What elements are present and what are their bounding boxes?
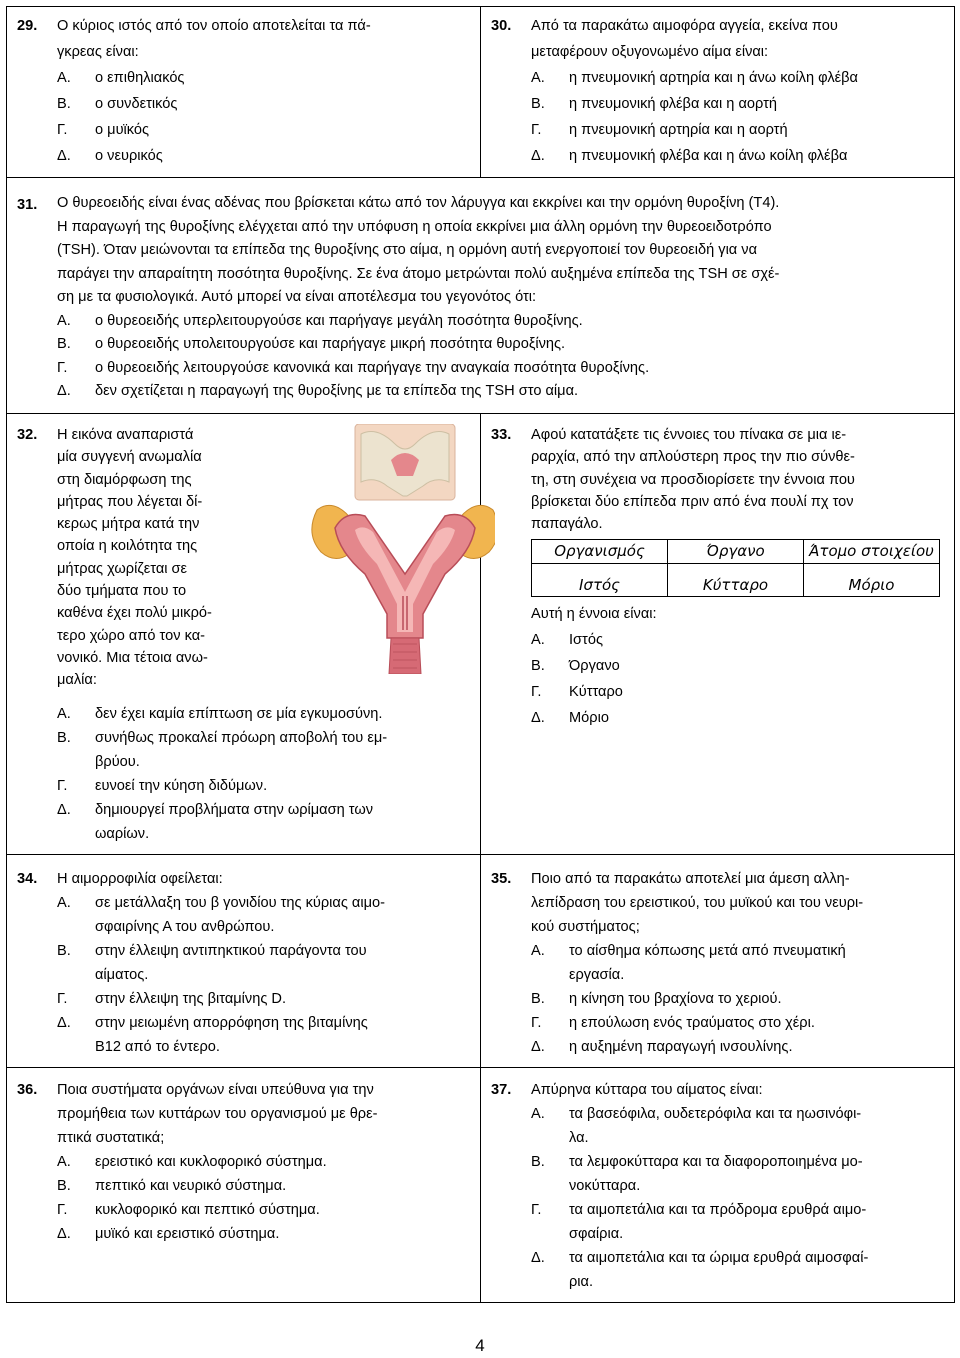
question-stem: ση με τα φυσιολογικά. Αυτό μπορεί να είναι αποτέλεσμα του γεγονότος ότι:: [57, 289, 537, 305]
concept-cell: Άτομο στοιχείου: [804, 540, 940, 563]
option-a[interactable]: Α. ερειστικό και κυκλοφορικό σύστημα.: [57, 1153, 327, 1170]
question-stem: Από τα παρακάτω αιμοφόρα αγγεία, εκείνα που: [531, 18, 838, 34]
option-d[interactable]: Δ. δεν σχετίζεται η παραγωγή της θυροξίνης με τα επίπεδα της TSH στο αίμα.: [57, 383, 579, 399]
question-number: 35.: [491, 870, 512, 887]
concept-cell: Όργανο: [668, 540, 804, 563]
question-stem: γκρεας είναι:: [57, 44, 139, 60]
option-c[interactable]: Γ. ευνοεί την κύηση διδύμων.: [57, 777, 268, 794]
option-c[interactable]: Γ. τα αιμοπετάλια και τα πρόδρομα ερυθρά αιμο- σφαίρια.: [531, 1201, 867, 1242]
question-stem: Η αιμορροφιλία οφείλεται:: [57, 870, 223, 887]
question-stem: στη διαμόρφωση της: [57, 471, 192, 488]
question-34: [7, 854, 481, 1067]
question-number: 37.: [491, 1081, 512, 1098]
option-a[interactable]: Α. ο θυρεοειδής υπερλειτουργούσε και παρήγαγε μεγάλη ποσότητα θυροξίνης.: [57, 312, 583, 329]
option-c[interactable]: Γ. ο θυρεοειδής λειτουργούσε κανονικά και παρήγαγε την αναγκαία ποσότητα θυροξίνης.: [57, 359, 650, 376]
answer-prompt: Αυτή η έννοια είναι:: [531, 606, 657, 623]
option-b[interactable]: Β. η πνευμονική φλέβα και η αορτή: [531, 96, 777, 112]
question-29: [7, 7, 481, 178]
question-stem: προμήθεια των κυττάρων του οργανισμού με θρε-: [57, 1105, 378, 1122]
question-stem: παράγει την απαραίτητη ποσότητα θυροξίνης. Σε ένα άτομο μετρώνται πολύ αυξημένα επίπεδα της TSH σε σχέ-: [57, 265, 780, 282]
question-32: [7, 414, 481, 855]
question-stem: νονικό. Μια τέτοια ανω-: [57, 649, 208, 666]
question-number: 36.: [17, 1081, 38, 1098]
question-35: [481, 854, 955, 1067]
option-d[interactable]: Δ. μυϊκό και ερειστικό σύστημα.: [57, 1225, 280, 1242]
option-d[interactable]: Δ. δημιουργεί προβλήματα στην ωρίμαση των ωαρίων.: [57, 801, 374, 842]
question-30: [481, 7, 955, 178]
question-stem: κερως μήτρα κατά την: [57, 516, 200, 533]
concept-cell: Οργανισμός: [532, 540, 668, 563]
option-a[interactable]: Α. η πνευμονική αρτηρία και η άνω κοίλη φλέβα: [531, 70, 858, 86]
question-stem: τη, στη συνέχεια να προσδιορίσετε την έννοια που: [531, 471, 855, 488]
question-number: 32.: [17, 427, 38, 443]
option-a[interactable]: Α. σε μετάλλαξη του β γονιδίου της κύριας αιμο- σφαιρίνης Α του ανθρώπου.: [57, 894, 386, 935]
option-b[interactable]: Β. στην έλλειψη αντιπηκτικού παράγοντα του αίματος.: [57, 942, 367, 983]
question-stem: Αφού κατατάξετε τις έννοιες του πίνακα σε μια ιε-: [531, 427, 847, 443]
concept-cell: Κύτταρο: [668, 563, 804, 596]
option-a[interactable]: Α. το αίσθημα κόπωσης μετά από πνευματική εργασία.: [531, 942, 846, 983]
question-stem: μία συγγενή ανωμαλία: [57, 449, 202, 466]
question-stem: μήτρας που λέγεται δί-: [57, 493, 203, 510]
question-number: 29.: [17, 18, 38, 34]
option-d[interactable]: Δ. ο νευρικός: [57, 148, 163, 164]
question-stem: καθένα έχει πολύ μικρό-: [57, 605, 212, 622]
option-c[interactable]: Γ. ο μυϊκός: [57, 122, 150, 138]
question-number: 30.: [491, 18, 512, 34]
option-c[interactable]: Γ. στην έλλειψη της βιταμίνης D.: [57, 990, 287, 1007]
question-stem: βρίσκεται δύο επίπεδα πριν από ένα πουλί πχ τον: [531, 493, 854, 510]
vagina: [389, 638, 421, 674]
question-stem: Η εικόνα αναπαριστά: [57, 427, 194, 443]
question-37: [481, 1067, 955, 1302]
question-33: [481, 414, 955, 855]
option-a[interactable]: Α. Ιστός: [531, 632, 603, 649]
exam-page: [6, 6, 954, 1303]
question-grid: [6, 6, 955, 1303]
question-number: 31.: [17, 197, 38, 213]
option-d[interactable]: Δ. η αυξημένη παραγωγή ινσουλίνης.: [531, 1038, 793, 1055]
concept-cell: Ιστός: [532, 563, 668, 596]
question-stem: μεταφέρουν οξυγονωμένο αίμα είναι:: [531, 44, 769, 60]
question-stem: Ποιο από τα παρακάτω αποτελεί μια άμεση αλλη-: [531, 870, 850, 887]
option-c[interactable]: Γ. Κύτταρο: [531, 684, 623, 701]
question-stem: μαλία:: [57, 672, 97, 689]
question-stem: Ο κύριος ιστός από τον οποίο αποτελείται τα πά-: [57, 18, 371, 34]
question-stem: Ο θυρεοειδής είναι ένας αδένας που βρίσκεται κάτω από τον λάρυγγα και εκκρίνει και την ορμόνη θυροξίνη (Τ4).: [57, 195, 780, 211]
option-a[interactable]: Α. δεν έχει καμία επίπτωση σε μία εγκυμοσύνη.: [57, 705, 383, 722]
option-d[interactable]: Δ. η πνευμονική φλέβα και η άνω κοίλη φλέβα: [531, 148, 848, 164]
option-b[interactable]: Β. πεπτικό και νευρικό σύστημα.: [57, 1177, 287, 1194]
question-stem: ραρχία, από την απλούστερη προς την πιο σύνθε-: [531, 449, 855, 466]
option-b[interactable]: Β. συνήθως προκαλεί πρόωρη αποβολή του εμ- βρύου.: [57, 729, 388, 770]
question-stem: οποία η κοιλότητα της: [57, 538, 198, 555]
option-b[interactable]: Β. Όργανο: [531, 658, 620, 675]
option-b[interactable]: Β. τα λεμφοκύτταρα και τα διαφοροποιημένα μο- νοκύτταρα.: [531, 1153, 863, 1194]
bicornuate-uterus-illustration: [295, 424, 495, 674]
question-stem: Ποια συστήματα οργάνων είναι υπεύθυνα για την: [57, 1081, 374, 1098]
question-stem: δύο τμήματα που το: [57, 583, 187, 600]
option-b[interactable]: Β. ο θυρεοειδής υπολειτουργούσε και παρήγαγε μικρή ποσότητα θυροξίνης.: [57, 336, 566, 352]
option-d[interactable]: Δ. τα αιμοπετάλια και τα ώριμα ερυθρά αιμοσφαί- ρια.: [531, 1249, 869, 1290]
option-a[interactable]: Α. τα βασεόφιλα, ουδετερόφιλα και τα ηωσινόφι- λα.: [531, 1105, 862, 1146]
question-number: 34.: [17, 870, 38, 887]
option-d[interactable]: Δ. στην μειωμένη απορρόφηση της βιταμίνης B12 από το έντερο.: [57, 1014, 368, 1055]
option-c[interactable]: Γ. κυκλοφορικό και πεπτικό σύστημα.: [57, 1201, 320, 1218]
option-b[interactable]: Β. ο συνδετικός: [57, 96, 178, 112]
question-stem: μήτρας χωρίζεται σε: [57, 560, 188, 577]
question-stem: Απύρηνα κύτταρα του αίματος είναι:: [531, 1081, 763, 1098]
option-a[interactable]: Α. ο επιθηλιακός: [57, 70, 185, 86]
concept-cell: Μόριο: [804, 563, 940, 596]
option-d[interactable]: Δ. Μόριο: [531, 710, 609, 727]
concepts-table: [531, 539, 944, 597]
question-stem: πτικά συστατικά;: [57, 1129, 165, 1146]
option-c[interactable]: Γ. η επούλωση ενός τραύματος στο χέρι.: [531, 1014, 815, 1031]
question-stem: τερο χώρο από τον κα-: [57, 627, 205, 644]
question-stem: (TSH). Όταν μειώνονται τα επίπεδα της θυροξίνης στο αίμα, η ορμόνη αυτή ενεργοποιεί τον θυρεοειδή για να: [57, 242, 758, 258]
question-31: [7, 178, 955, 414]
option-c[interactable]: Γ. η πνευμονική αρτηρία και η αορτή: [531, 122, 788, 138]
page-number: 4: [475, 1336, 485, 1355]
question-stem: Η παραγωγή της θυροξίνης ελέγχεται από την υπόφυση η οποία εκκρίνει μια άλλη ορμόνη την θυρεοειδοτρόπο: [57, 218, 772, 235]
question-stem: λεπίδραση του ερειστικού, του μυϊκού και του νευρι-: [531, 894, 864, 911]
option-b[interactable]: Β. η κίνηση του βραχίονα το χεριού.: [531, 990, 782, 1007]
question-number: 33.: [491, 427, 512, 443]
question-stem: παπαγάλο.: [531, 516, 603, 533]
question-36: [7, 1067, 481, 1302]
question-stem: κού συστήματος;: [531, 918, 640, 935]
